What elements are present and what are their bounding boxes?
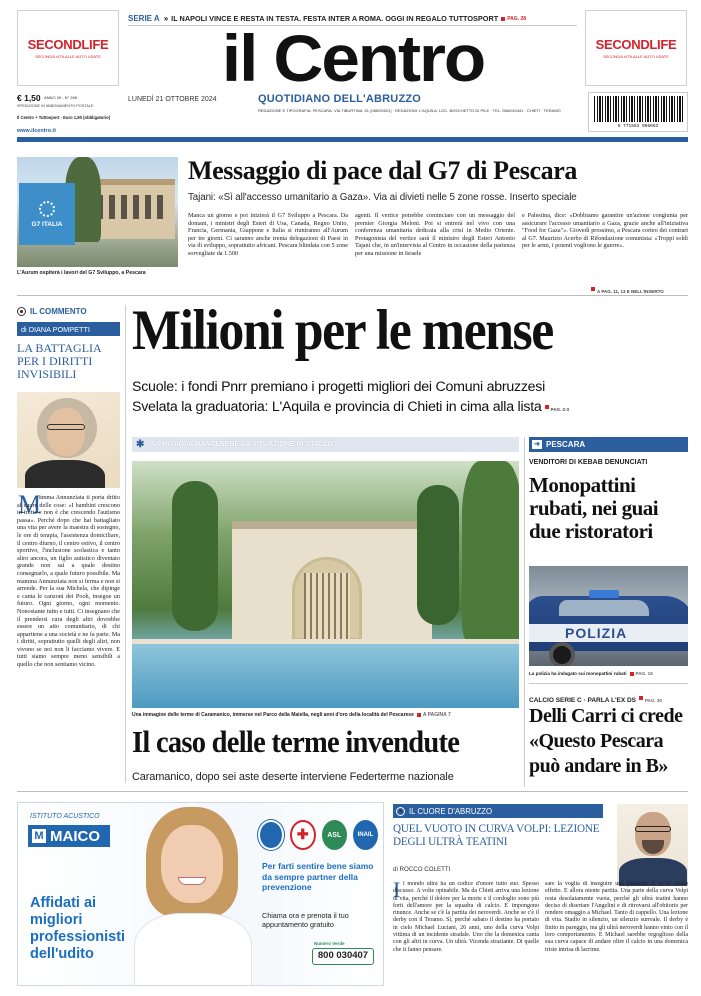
pescara-label-bar: [529, 437, 688, 452]
commento-body: amma Annunziata ti porta dritto al cuore delle cose: «I bambini crescono in fretta e non è che crescendo l'autismo passa». Perché dopo che hai battagliato una vita per avere la maestra di sostegno, le ore di terapia, l'assistenza domiciliare, il centro diurno, il centro estivo, il centro sportivo, l'inclusione scolastica e tanto altro ancora, un figlio autistico diventato grande non sai a quale destino consegnarlo, a quale futuro possibile. Ma mamma Annunziata non si ferma e non si arrende. Per la sua Michela, che dipinge e canta le canzoni dei Pooh, insegue un futuro. Ogni giorno, ogni momento. Nonostante tutto e tutti. Ci insegnano che il prendersi cura degli altri dovrebbe essere un atto comunitario, di chi appartiene a una società e ne fa parte. Ma i diritti, soprattutto quelli degli altri, non vivono se noi non li facciamo vivere. E tutti siamo sempre meno sensibili a quello che non sentiamo vicino.: [17, 494, 120, 669]
secondlife-ad-right[interactable]: [585, 10, 687, 86]
maico-tagline: Affidati ai migliori professionisti dell'udito: [30, 895, 126, 962]
portrait-body: [25, 460, 105, 488]
maico-brand-box: [28, 825, 110, 847]
topiary-right: [417, 485, 459, 625]
cuore-title[interactable]: QUEL VUOTO IN CURVA VOLPI: LEZIONE DEGLI ULTRÀ TEATINI: [393, 823, 600, 848]
pompetti-photo: [17, 392, 120, 488]
commento-author: di DIANA POMPETTI: [17, 322, 120, 336]
prevention-badge-icon: [258, 820, 284, 850]
g7-headline[interactable]: Messaggio di pace dal G7 di Pescara: [188, 156, 577, 185]
cuore-col1: l mondo ultrà ha un codice d'onore tutto suo. Spesso discusso. A volte opinabile. Ma da Chieti arriva una lezione di vita, perché il dolore per la morte e il cordoglio sono più forti dell'amore per la squadra di calcio. E impongono rinunce. Anche se c'è la partita dei neroverdi. Anche se c'è il derby con il Teramo. Sì, perché sabato il destino ha portato in cielo Michael Luciani, 26 anni, uno della curva Volpi vittima di un incidente stradale. Uno che la domenica canta con gli altri in curva. Un ultrà. Vicenda straziante. Di quelle che ti fanno pensare.: [393, 881, 539, 953]
masthead-logo[interactable]: il Centro: [221, 21, 485, 95]
price: € 1,50: [17, 93, 41, 103]
arrow-right-icon: ➜: [532, 440, 542, 449]
g7-page-ref: A PAG. 11, 13 E NELL'INSERTO: [597, 289, 664, 294]
top-teaser-label: SERIE A: [128, 14, 160, 23]
pescara-page-ref: PAG. 15: [635, 671, 653, 676]
g7-col3: e Palestina, dice: «Dobbiamo garantire un'azione congiunta per assicurare l'accesso umanitario a Gaza, grazie anche all'iniziativa "Food for Gaza"». Giovedì prossimo, a Pescara corteo dei contrari al G7. Maurizio Acerbo di Rifondazione comunista: «Troppi soldi per le armi, i potenti vogliono le guerre».: [522, 212, 688, 250]
commento-title[interactable]: LA BATTAGLIA PER I DIRITTI INVISIBILI: [17, 341, 102, 381]
police-car-window: [559, 600, 649, 616]
maico-brand: MAICO: [50, 827, 100, 845]
g7-sign: [19, 183, 75, 245]
cuore-dropcap: I: [393, 877, 401, 902]
police-photo[interactable]: [529, 566, 688, 666]
col-divider-right: [524, 437, 525, 787]
maico-brand-top: ISTITUTO ACUSTICO: [30, 813, 100, 820]
maico-m-icon: M: [32, 829, 46, 843]
terme-page-ref: A PAGINA 7: [422, 712, 451, 718]
g7-subhead: Tajani: «Sì all'accesso umanitario a Gaza». Via ai divieti nelle 5 zone rosse. Inserto speciale: [188, 192, 577, 203]
top-teaser-page: PAG. 28: [507, 15, 527, 22]
barcode-number: 9 771592 906663: [592, 124, 684, 129]
g7-col1: Manca un giorno e poi inizierà il G7 Sviluppo a Pescara. Da domani, i ministri degli Esteri di Usa, Canada, Regno Unito, Francia, Germania, Giappone e Italia si riuniranno all'Aurum per tre giorni. Ci saranno anche trenta delegazioni di Paesi in via di sviluppo, soprattutto africani. Pescara blindata con 5 zone sorvegliate da 1.500: [188, 212, 348, 257]
wheel-icon: [549, 642, 575, 666]
woman-photo: [128, 803, 258, 986]
police-photo-caption: La polizia ha indagato sui monopattini rubati: [529, 671, 627, 676]
secondlife-logo-left: SECONDLIFE: [27, 37, 109, 52]
page-marker-icon: [630, 672, 634, 676]
coletti-photo: [617, 804, 688, 886]
g7-col2: agenti. Il vertice potrebbe cominciare con un messaggio del premier Giorgia Meloni. Poi si entrerà nel vivo con una conferenza umanitaria dedicata alla crisi in Medio Oriente. Protagonista del vertice sarà il ministro degli Esteri Antonio Tajani che, in un'intervista al Centro in occasione della partenza per una missione in Israele: [355, 212, 515, 257]
maico-phone-label: Numero Verde: [314, 941, 345, 946]
secondlife-sub-right: SECONDA VITA ALLE AUTO USATE: [603, 54, 669, 59]
badge-inail: INAIL: [353, 820, 378, 850]
chevron-right-icon: »: [163, 14, 169, 23]
section-rule: [17, 295, 688, 296]
police-car-text: POLIZIA: [565, 625, 628, 641]
website[interactable]: www.ilcentro.it: [17, 128, 56, 134]
issue-line: ANNO 39 - N° 286: [44, 95, 77, 100]
terme-photo-caption: Una immagine delle terme di Caramanico, immerse nel Parco della Maiella, negli anni d'oro della località del Pescarese: [132, 712, 414, 718]
masthead-subtitle: QUOTIDIANO DELL'ABRUZZO: [258, 93, 422, 105]
page-marker-icon: [591, 287, 595, 291]
aurum-windows: [97, 195, 167, 219]
pool: [132, 643, 519, 708]
asterisk-icon: ✱: [136, 439, 145, 450]
main-sub1: Scuole: i fondi Pnrr premiano i progetti migliori dei Comuni abruzzesi: [132, 379, 546, 395]
secondlife-ad-left[interactable]: [17, 10, 119, 86]
cuore-author: di ROCCO COLETTI: [393, 866, 451, 873]
topiary-left: [172, 481, 218, 631]
secondlife-logo-right: SECONDLIFE: [595, 37, 677, 52]
maico-right1: Per farti sentire bene siamo da sempre partner della prevenzione: [262, 861, 374, 892]
maico-ad[interactable]: [17, 802, 384, 986]
g7-photo[interactable]: [17, 157, 178, 267]
section-rule-bottom: [17, 791, 688, 792]
badge-asl: ASL: [322, 820, 347, 850]
target-icon: [17, 307, 26, 316]
police-caption-wrap: [529, 671, 691, 676]
glasses-icon: [47, 424, 85, 430]
main-page-ref: PAG. 2-3: [550, 407, 569, 412]
terme-kicker: A CHI GIOVA MANTENERE LA SITUAZIONE IN STALLO?: [150, 441, 338, 448]
gate: [304, 573, 350, 641]
pescara-divider: [529, 683, 688, 684]
police-light-icon: [589, 590, 619, 598]
glasses-icon: [635, 826, 671, 832]
maico-right2: Chiama ora e prenota il tuo appuntamento gratuito: [262, 911, 349, 929]
g7-emblem-icon: [39, 201, 55, 217]
g7-sign-text: G7 ITALIA: [31, 220, 63, 228]
page-marker-icon: [501, 17, 505, 21]
red-cross-badge-icon: ✚: [290, 820, 316, 850]
badge-row: [258, 817, 378, 853]
postal-line: SPEDIZIONE IN ABBONAMENTO POSTALE: [17, 104, 94, 108]
calcio-kicker: CALCIO SERIE C · PARLA L'EX DS: [529, 697, 636, 704]
col-divider: [125, 305, 126, 783]
pool-edge: [132, 639, 519, 644]
page-marker-icon: [639, 696, 643, 700]
woman-coat: [134, 913, 252, 986]
cuore-label-bar: [393, 804, 603, 818]
cuore-col2: sare la voglia di inseguire una passione. E fa lo stesso effetto. E allora niente partita. Una parte della curva Volpi resta desolatamente vuota, perché gli ultrà teatini hanno deciso di disertare l'Angelini e di ritrovarsi all'obitorio per rendere omaggio a Michael. Tanto di cappello. Una lezione di vita. Stadio in silenzio, un silenzio surreale. Il derby è finito in pareggio, ma gli ultrà neroverdi hanno vinto con il loro comportamento. E Michael sarebbe orgoglioso della sua curva capace di andare oltre il calcio in una domenica triste intrisa di lacrime.: [545, 881, 688, 953]
main-headline[interactable]: Milioni per le mense: [132, 299, 553, 362]
terme-headline[interactable]: Il caso delle terme invendute: [132, 724, 460, 759]
woman-smile: [178, 877, 206, 885]
bundle-line: Il Centro + Tuttosport - Euro 1,80 (obbligatorio): [17, 115, 111, 120]
pescara-headline[interactable]: Monopattini rubati, nei guai due ristoratori: [529, 473, 659, 543]
page-marker-icon: [545, 405, 549, 409]
target-icon: [396, 807, 405, 816]
terme-photo[interactable]: [132, 461, 519, 708]
pescara-label: PESCARA: [546, 440, 586, 449]
main-sub2: Svelata la graduatoria: L'Aquila e provincia di Chieti in cima alla lista: [132, 399, 542, 415]
masthead-rule: [17, 137, 688, 142]
cuore-label: IL CUORE D'ABRUZZO: [409, 806, 493, 816]
masthead-date: LUNEDÌ 21 OTTOBRE 2024: [128, 96, 217, 103]
commento-label-row: [17, 305, 120, 318]
secondlife-sub-left: SECONDA VITA ALLE AUTO USATE: [35, 54, 101, 59]
calcio-headline[interactable]: Delli Carri ci crede «Questo Pescara può andare in B»: [529, 705, 683, 777]
main-sub2-wrap: [132, 398, 569, 416]
pescara-kicker: VENDITORI DI KEBAB DENUNCIATI: [529, 459, 648, 466]
terme-kicker-bar: [132, 437, 519, 452]
portrait-face: [47, 408, 85, 456]
maico-phone[interactable]: 800 030407: [312, 948, 374, 965]
commento-label: IL COMMENTO: [30, 307, 87, 316]
g7-photo-caption: L'Aurum ospiterà i lavori del G7 Sviluppo, a Pescara: [17, 270, 146, 276]
calcio-page-ref: PAG. 30: [645, 698, 662, 703]
editorial-address: REDAZIONE E TIPOGRAFIA: PESCARA, VIA TIBURTINA, 51 (085/20521) · REDAZIONI: L'AQUILA, LOC. BOSCHETTO DI PILE · TEL. 0862/40441 · CHIETI · TERAMO: [258, 108, 561, 113]
terme-caption-wrap: [132, 712, 522, 718]
woman-face: [161, 825, 223, 903]
terme-subhead: Caramanico, dopo sei aste deserte interviene Federterme nazionale: [132, 771, 454, 783]
commento-dropcap: M: [18, 490, 42, 519]
top-teaser-text: IL NAPOLI VINCE E RESTA IN TESTA. FESTA INTER A ROMA. OGGI IN REGALO TUTTOSPORT: [171, 14, 499, 23]
tree-right: [462, 461, 519, 641]
page-marker-icon: [417, 713, 421, 717]
